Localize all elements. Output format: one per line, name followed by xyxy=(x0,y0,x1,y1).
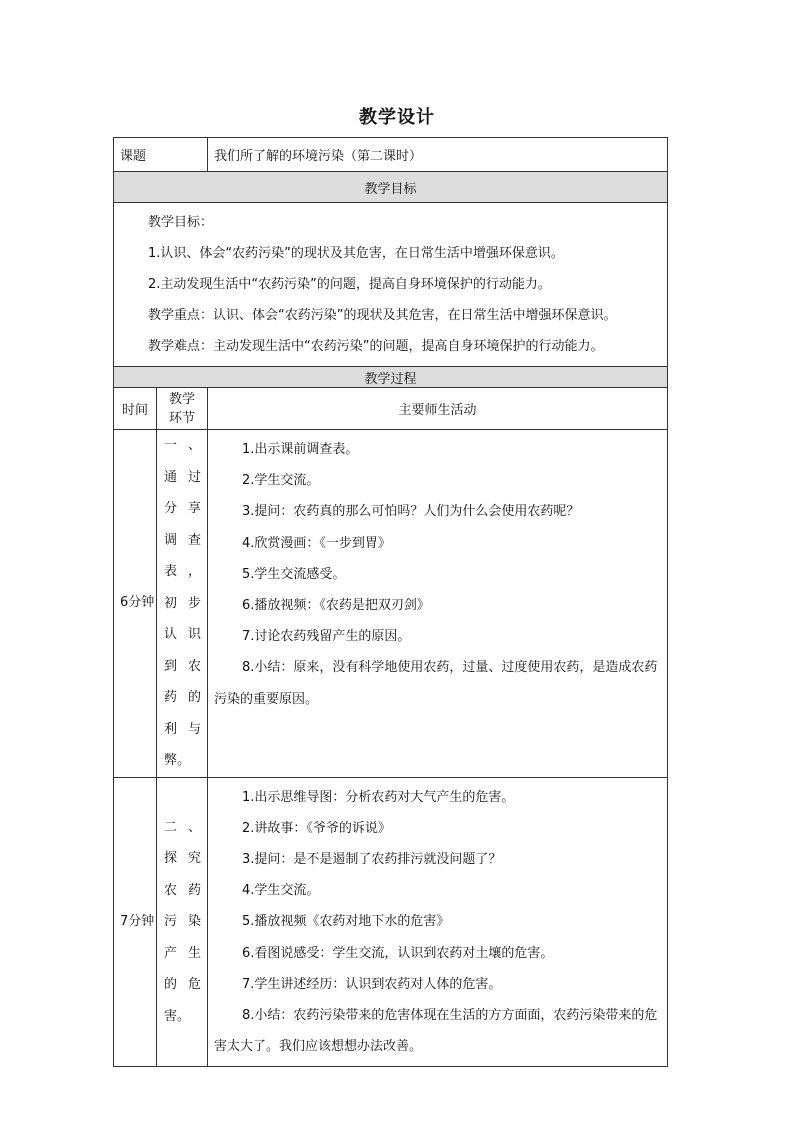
activity-item: 4.学生交流。 xyxy=(242,883,320,899)
activity-item: 1.出示课前调查表。 xyxy=(242,442,359,457)
objective-line: 教学目标： xyxy=(148,215,214,230)
row-activities xyxy=(208,430,668,778)
activity-item: 8.小结：原来，没有科学地使用农药，过量、过度使用农药，是造成农药污染的重要原因。 xyxy=(214,660,658,707)
header-activities: 主要师生活动 xyxy=(208,388,668,430)
objective-line: 2.主动发现生活中“农药污染”的问题，提高自身环境保护的行动能力。 xyxy=(148,277,551,292)
topic-row xyxy=(114,138,668,172)
row-activities xyxy=(208,777,668,1067)
objectives-content xyxy=(114,203,668,367)
row-stage: 一、通过分享调查表，初步认识到农药的利与弊。 xyxy=(157,430,208,778)
activity-item: 8.小结：农药污染带来的危害体现在生活的方方面面，农药污染带来的危害太大了。我们应该想想办法改善。 xyxy=(214,1007,658,1055)
process-header-row xyxy=(114,388,668,430)
key-point-line: 教学重点：认识、体会“农药污染”的现状及其危害，在日常生活中增强环保意识。 xyxy=(148,308,617,323)
lesson-plan-table xyxy=(113,137,668,1067)
activity-item: 1.出示思维导图：分析农药对大气产生的危害。 xyxy=(242,789,515,805)
activity-item: 5.学生交流感受。 xyxy=(242,566,346,582)
activity-item: 6.播放视频：《农药是把双刃剑》 xyxy=(242,598,430,614)
activity-item: 7.学生讲述经历：认识到农药对人体的危害。 xyxy=(242,976,502,992)
objective-line: 1.认识、体会“农药污染”的现状及其危害，在日常生活中增强环保意识。 xyxy=(148,246,564,261)
objectives-heading-row xyxy=(114,172,668,203)
header-time: 时间 xyxy=(114,388,157,430)
activity-item: 4.欣赏漫画：《一步到胃》 xyxy=(242,535,391,551)
activity-item: 7.讨论农药残留产生的原因。 xyxy=(242,629,411,645)
process-heading-row xyxy=(114,367,668,388)
header-stage: 教学环节 xyxy=(157,388,208,430)
topic-label: 课题 xyxy=(114,138,208,172)
activity-item: 3.提问：农药真的那么可怕吗？人们为什么会使用农药呢？ xyxy=(242,504,580,520)
topic-value: 我们所了解的环境污染（第二课时） xyxy=(208,138,668,172)
objectives-heading: 教学目标 xyxy=(114,172,668,203)
activity-item: 3.提问：是不是遏制了农药排污就没问题了？ xyxy=(242,851,502,867)
document-title: 教学设计 xyxy=(359,107,435,128)
activity-item: 2.学生交流。 xyxy=(242,473,320,489)
process-row xyxy=(114,430,668,778)
activity-item: 6.看图说感受：学生交流，认识到农药对土壤的危害。 xyxy=(242,945,554,961)
row-stage: 二、探究农药污染产生的危害。 xyxy=(157,777,208,1067)
activity-item: 5.播放视频《农药对地下水的危害》 xyxy=(242,914,450,930)
row-time: 6分钟 xyxy=(114,430,157,778)
row-time: 7分钟 xyxy=(114,777,157,1067)
difficulty-line: 教学难点：主动发现生活中“农药污染”的问题，提高自身环境保护的行动能力。 xyxy=(148,339,604,354)
process-row xyxy=(114,777,668,1067)
objectives-row xyxy=(114,203,668,367)
activity-item: 2.讲故事：《爷爷的诉说》 xyxy=(242,820,391,836)
process-heading: 教学过程 xyxy=(114,367,668,388)
